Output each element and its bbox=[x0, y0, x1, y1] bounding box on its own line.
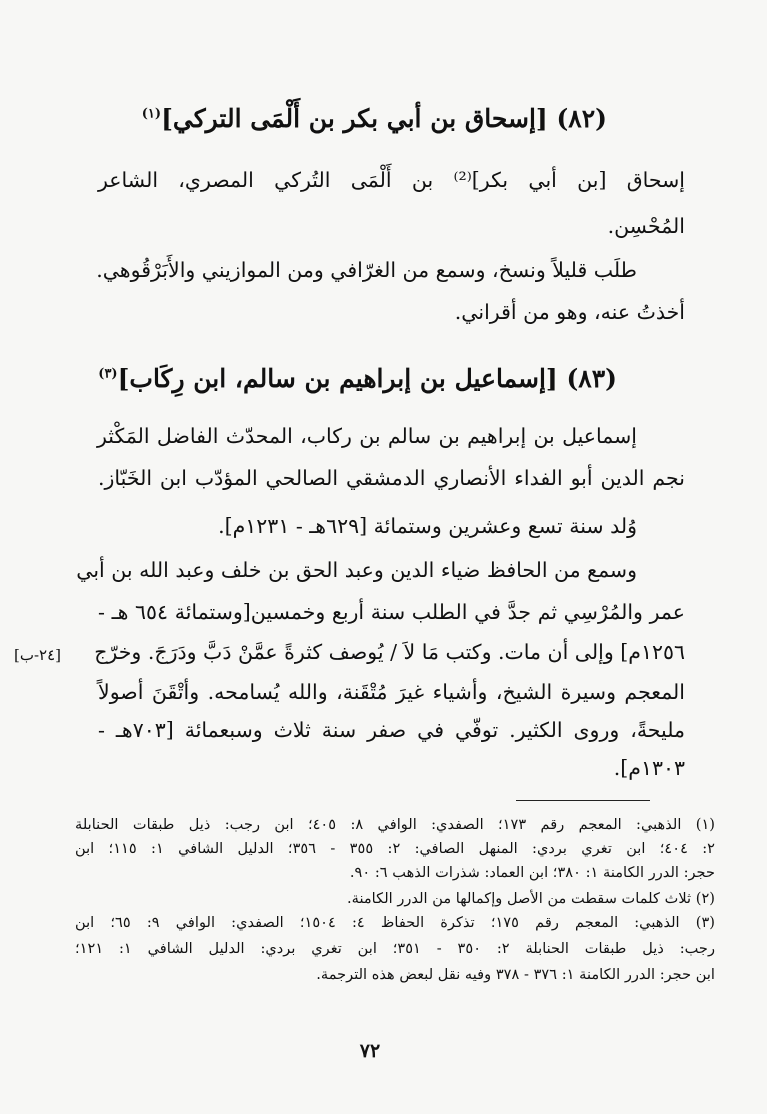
entry-83-line-6: ١٢٥٦م] وإلى أن مات. وكتب مَا لاَ / يُوصف كثرةً عمَّنْ دَبَّ ودَرَجَ. وخرّج bbox=[94, 640, 685, 664]
entry-83-line-1: إسماعيل بن إبراهيم بن سالم بن ركاب، المحدّث الفاضل المَكْثر bbox=[97, 424, 637, 448]
footnote-line-7: ابن حجر: الدرر الكامنة ١: ٣٧٦ - ٣٧٨ وفيه نقل لبعض هذه الترجمة. bbox=[316, 966, 715, 983]
footnote-divider bbox=[516, 800, 650, 801]
footnote-line-2: ٢: ٤٠٤؛ ابن تغري بردي: المنهل الصافي: ٢: ٣٥٥ - ٣٥٦؛ الدليل الشافي ١: ١١٥؛ ابن bbox=[75, 840, 715, 857]
entry-83-line-7: المعجم وسيرة الشيخ، وأشياء غيرَ مُتْقَنة، والله يُسامحه. وأتْقَنَ أصولاً bbox=[98, 680, 685, 704]
footnote-line-5: (٣) الذهبي: المعجم رقم ١٧٥؛ تذكرة الحفاظ ٤: ١٥٠٤؛ الصفدي: الوافي ٩: ٦٥؛ ابن bbox=[75, 914, 715, 931]
folio-margin-note: [٢٤-ب] bbox=[14, 646, 62, 664]
entry-83-line-9: ١٣٠٣م]. bbox=[613, 756, 685, 780]
entry-82-line-3: طلَب قليلاً ونسخ، وسمع من الغرّافي ومن الموازيني والأَبَرْقُوهي. bbox=[96, 258, 637, 282]
entry-82-heading-note: (١) bbox=[141, 106, 162, 122]
entry-83-line-5: عمر والمُرْسِي ثم جدَّ في الطلب سنة أربع وخمسين[وستمائة ٦٥٤ هـ - bbox=[98, 600, 685, 624]
entry-83-heading bbox=[98, 364, 617, 393]
entry-83-heading-note: (٣) bbox=[98, 366, 118, 382]
entry-82-heading-text: (٨٢) [إسحاق بن أبي بكر بن أَلْمَى التركي] bbox=[161, 104, 607, 133]
entry-82-line-4: أخذتُ عنه، وهو من أقراني. bbox=[454, 300, 685, 324]
page-number: ٧٢ bbox=[359, 1040, 381, 1062]
footnote-line-6: رجب: ذيل طبقات الحنابلة ٢: ٣٥٠ - ٣٥١؛ ابن تغري بردي: الدليل الشافي ١: ١٢١؛ bbox=[75, 940, 716, 957]
entry-83-heading-text: (٨٣) [إسماعيل بن إبراهيم بن سالم، ابن رِكَاب] bbox=[117, 364, 617, 393]
footnote-line-1: (١) الذهبي: المعجم رقم ١٧٣؛ الصفدي: الوافي ٨: ٤٠٥؛ ابن رجب: ذيل طبقات الحنابلة bbox=[75, 816, 715, 833]
entry-82-line-1: إسحاق [بن أبي بكر]⁽²⁾ بن أَلْمَى التُركي المصري، الشاعر bbox=[98, 168, 685, 192]
entry-82-heading bbox=[141, 104, 607, 133]
footnote-line-3: حجر: الدرر الكامنة ١: ٣٨٠؛ ابن العماد: شذرات الذهب ٦: ٩٠. bbox=[349, 864, 715, 881]
entry-82-line-2: المُحْسِن. bbox=[607, 214, 685, 238]
entry-83-line-8: مليحةً، وروى الكثير. توفّي في صفر سنة ثلاث وسبعمائة [٧٠٣هـ - bbox=[98, 718, 685, 742]
footnote-line-4: (٢) ثلاث كلمات سقطت من الأصل وإكمالها من الدرر الكامنة. bbox=[347, 890, 715, 907]
entry-83-line-3: وُلد سنة تسع وعشرين وستمائة [٦٢٩هـ - ١٢٣١م]. bbox=[218, 514, 637, 538]
entry-83-line-2: نجم الدين أبو الفداء الأنصاري الدمشقي الصالحي المؤدّب ابن الخَبّاز. bbox=[98, 466, 685, 490]
entry-83-line-4: وسمع من الحافظ ضياء الدين وعبد الحق بن خلف وعبد الله بن أبي bbox=[76, 558, 637, 582]
